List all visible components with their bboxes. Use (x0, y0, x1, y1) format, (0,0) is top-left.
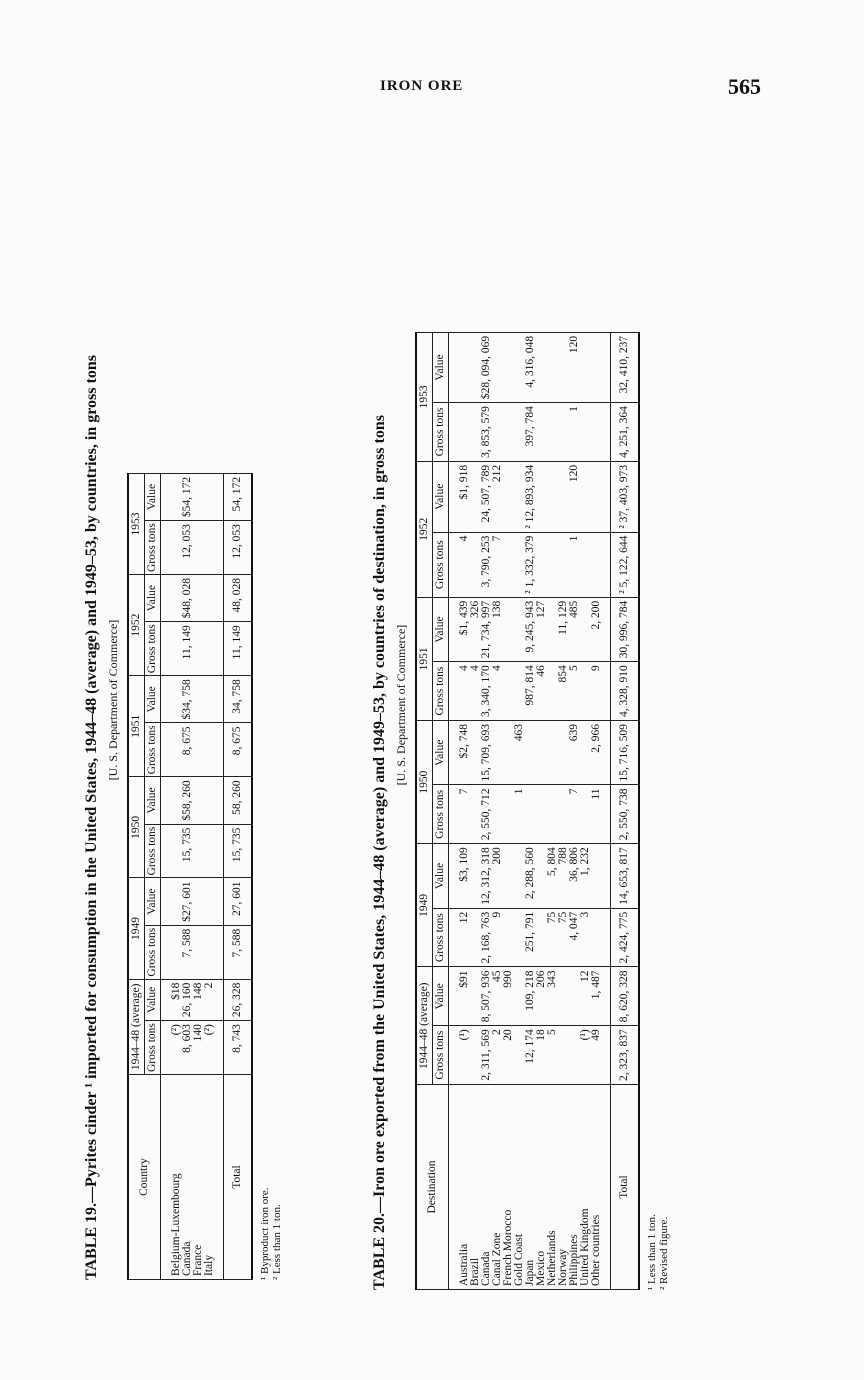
table-cell: 5 (569, 662, 580, 721)
table-cell (503, 403, 514, 462)
total-row (611, 332, 640, 1289)
table-cell (161, 723, 183, 777)
value-header: Value (433, 332, 449, 402)
table-cell: 4, 316, 048 (525, 332, 536, 402)
table-cell (558, 532, 569, 597)
table-cell: 463 (514, 721, 525, 786)
value-header: Value (433, 597, 449, 662)
table-cell: $58, 260 (182, 777, 193, 824)
table-cell: ² 12, 893, 934 (525, 461, 536, 532)
table-cell (193, 676, 204, 723)
page-number: 565 (728, 74, 761, 99)
row-label: Netherlands (547, 1085, 558, 1290)
total-cell: 2, 323, 837 (611, 1026, 640, 1085)
table-cell (204, 777, 224, 824)
table-cell: (¹) (580, 1026, 591, 1085)
table-row (193, 473, 204, 1279)
table-cell: 397, 784 (525, 403, 536, 462)
table-cell: 20 (503, 1026, 514, 1085)
year-header: 1953 (416, 332, 433, 461)
year-header: 1952 (416, 461, 433, 597)
total-cell: 8, 743 (224, 1021, 253, 1075)
table-20-footnotes (646, 120, 670, 1290)
table-cell: 200 (492, 844, 503, 909)
row-label: Canal Zone (492, 1085, 503, 1290)
table-row (536, 332, 547, 1289)
total-cell: 8, 620, 328 (611, 967, 640, 1026)
year-header: 1950 (416, 721, 433, 844)
table-cell (547, 403, 558, 462)
row-label: Belgium-Luxembourg (161, 1075, 183, 1280)
table-19-source: [U. S. Department of Commerce] (106, 619, 120, 781)
table-cell: 251, 791 (525, 908, 536, 967)
total-cell: 4, 251, 364 (611, 403, 640, 462)
table-cell: 12 (449, 908, 471, 967)
table-row (182, 473, 193, 1279)
year-header: 1953 (128, 473, 145, 574)
table-cell: (²) (204, 1021, 224, 1075)
table-cell: 987, 814 (525, 662, 536, 721)
table-cell: 75 (547, 908, 558, 967)
table-cell: $54, 172 (182, 473, 193, 520)
total-row (224, 473, 253, 1279)
table-cell: $27, 601 (182, 878, 193, 925)
table-cell: $3, 109 (449, 844, 471, 909)
table-cell: ² 1, 332, 379 (525, 532, 536, 597)
table-cell: 120 (569, 461, 580, 532)
table-cell: $91 (449, 967, 471, 1026)
total-cell: 34, 758 (224, 676, 253, 723)
table-cell (161, 878, 183, 925)
year-header: 1952 (128, 575, 145, 676)
table-cell (536, 721, 547, 786)
table-19-footnotes (259, 120, 283, 1280)
table-cell (204, 676, 224, 723)
table-cell: 24, 507, 789 (481, 461, 492, 532)
table-cell: 4 (492, 662, 503, 721)
value-header: Value (433, 461, 449, 532)
table-cell: 11, 149 (182, 622, 193, 676)
table-cell (580, 532, 591, 597)
table-cell (580, 403, 591, 462)
total-cell: 26, 328 (224, 979, 253, 1021)
table-cell (204, 521, 224, 575)
value-header: Value (433, 844, 449, 909)
table-cell: 1, 487 (591, 967, 611, 1026)
table-cell: 7 (492, 532, 503, 597)
table-cell (503, 908, 514, 967)
table-cell (193, 878, 204, 925)
table-cell (536, 461, 547, 532)
table-cell (547, 461, 558, 532)
table-cell (591, 461, 611, 532)
total-cell: 4, 328, 910 (611, 662, 640, 721)
table-cell: 15, 709, 693 (481, 721, 492, 786)
table-cell: 2, 550, 712 (481, 785, 492, 844)
total-cell: 27, 601 (224, 878, 253, 925)
table-cell: 2, 168, 763 (481, 908, 492, 967)
table-cell (558, 1026, 569, 1085)
table-cell: 9, 245, 943 (525, 597, 536, 662)
table-cell (503, 461, 514, 532)
table-cell (503, 844, 514, 909)
table-cell (536, 785, 547, 844)
table-cell: $2, 748 (449, 721, 471, 786)
table-cell: 49 (591, 1026, 611, 1085)
table-cell: 854 (558, 662, 569, 721)
table-20-footnote-2: ² Revised figure. (658, 1216, 670, 1290)
table-cell: (¹) (449, 1026, 471, 1085)
table-cell: 1, 232 (580, 844, 591, 909)
table-cell (525, 785, 536, 844)
table-cell (161, 925, 183, 979)
table-cell: 639 (569, 721, 580, 786)
table-cell: 75 (558, 908, 569, 967)
table-19-caption: TABLE 19.—Pyrites cinder ¹ imported for consumption in the United States, 1944–48 (average) and 1949–53, by countries, in gross tons (83, 355, 100, 1280)
table-cell (547, 532, 558, 597)
table-cell (204, 925, 224, 979)
value-header: Value (433, 967, 449, 1026)
total-cell: 11, 149 (224, 622, 253, 676)
table-cell: 15, 735 (182, 824, 193, 878)
table-20-source: [U. S. Department of Commerce] (394, 624, 408, 786)
table-cell: 138 (492, 597, 503, 662)
gross-tons-header: Gross tons (433, 908, 449, 967)
table-cell: 36, 806 (569, 844, 580, 909)
row-label: Other countries (591, 1085, 611, 1290)
total-label: Total (224, 1075, 253, 1280)
table-row (547, 332, 558, 1289)
table-cell: 3, 340, 170 (481, 662, 492, 721)
table-cell (193, 723, 204, 777)
table-cell (449, 403, 471, 462)
table-cell (161, 521, 183, 575)
table-cell: 7 (449, 785, 471, 844)
table-20-caption: TABLE 20.—Iron ore exported from the United States, 1944–48 (average) and 1949–53, by countries of destination, in gross tons (371, 415, 388, 1290)
table-cell (580, 332, 591, 402)
total-cell: 8, 675 (224, 723, 253, 777)
table-cell (547, 785, 558, 844)
table-cell: 2 (492, 1026, 503, 1085)
table-cell: 8, 603 (182, 1021, 193, 1075)
table-cell: 7 (569, 785, 580, 844)
total-cell: 15, 735 (224, 824, 253, 878)
table-cell: 11, 129 (558, 597, 569, 662)
table-cell (525, 721, 536, 786)
table-cell (591, 332, 611, 402)
table-20-block (370, 120, 670, 1290)
table-cell: $18 (161, 979, 183, 1021)
gross-tons-header: Gross tons (145, 925, 161, 979)
table-cell: 26, 160 (182, 979, 193, 1021)
table-19-block (82, 120, 283, 1280)
table-cell (503, 532, 514, 597)
value-header: Value (145, 777, 161, 824)
table-cell: 21, 734, 997 (481, 597, 492, 662)
table-cell: 45 (492, 967, 503, 1026)
table-cell: $1, 918 (449, 461, 471, 532)
table-row (503, 332, 514, 1289)
total-cell: 12, 053 (224, 521, 253, 575)
table-cell (204, 878, 224, 925)
table-20-footnote-1: ¹ Less than 1 ton. (646, 1214, 658, 1290)
table-cell: 5 (547, 1026, 558, 1085)
table-row (591, 332, 611, 1289)
value-header: Value (433, 721, 449, 786)
row-label: Japan (525, 1085, 536, 1290)
table-cell (161, 575, 183, 622)
total-cell: 32, 410, 237 (611, 332, 640, 402)
table-cell (161, 622, 183, 676)
gross-tons-header: Gross tons (433, 662, 449, 721)
table-cell (193, 521, 204, 575)
table-cell: 12, 174 (525, 1026, 536, 1085)
table-19-footnote-1: ¹ Byproduct iron ore. (259, 1187, 271, 1280)
table-cell (161, 676, 183, 723)
table-cell (161, 777, 183, 824)
table-row (492, 332, 503, 1289)
table-cell: 46 (536, 662, 547, 721)
table-cell: 9 (492, 908, 503, 967)
table-cell (503, 662, 514, 721)
total-cell: 48, 028 (224, 575, 253, 622)
year-header: 1950 (128, 777, 145, 878)
table-cell (536, 532, 547, 597)
gross-tons-header: Gross tons (433, 1026, 449, 1085)
table-cell: 8, 675 (182, 723, 193, 777)
table-cell: 2, 966 (591, 721, 611, 786)
year-header: 1951 (416, 597, 433, 720)
table-cell: 3, 853, 579 (481, 403, 492, 462)
table-cell (492, 721, 503, 786)
table-20 (415, 332, 640, 1290)
table-cell (161, 473, 183, 520)
table-cell (204, 473, 224, 520)
gross-tons-header: Gross tons (145, 1021, 161, 1075)
year-header: 1944–48 (average) (416, 967, 433, 1085)
row-label: Canada (182, 1075, 193, 1280)
gross-tons-header: Gross tons (145, 723, 161, 777)
table-cell (580, 461, 591, 532)
total-cell: 15, 716, 509 (611, 721, 640, 786)
table-cell (204, 723, 224, 777)
table-cell: 1 (569, 532, 580, 597)
stub-header: Country (128, 1075, 161, 1280)
gross-tons-header: Gross tons (145, 622, 161, 676)
total-cell: 30, 996, 784 (611, 597, 640, 662)
value-header: Value (145, 473, 161, 520)
table-cell: 990 (503, 967, 514, 1026)
table-cell (204, 824, 224, 878)
table-19 (127, 473, 253, 1280)
table-cell (161, 824, 183, 878)
table-cell: 4 (449, 662, 471, 721)
gross-tons-header: Gross tons (433, 403, 449, 462)
table-row (525, 332, 536, 1289)
table-cell: 11 (591, 785, 611, 844)
row-label: Mexico (536, 1085, 547, 1290)
gross-tons-header: Gross tons (145, 824, 161, 878)
table-cell: $48, 028 (182, 575, 193, 622)
table-cell: 12, 312, 318 (481, 844, 492, 909)
table-cell: $28, 094, 069 (481, 332, 492, 402)
table-cell: $34, 758 (182, 676, 193, 723)
row-label: Norway (558, 1085, 569, 1290)
table-19-footnote-2: ² Less than 1 ton. (271, 1204, 283, 1280)
row-label: Brazil (470, 1085, 481, 1290)
table-cell (193, 824, 204, 878)
total-cell: 7, 588 (224, 925, 253, 979)
value-header: Value (145, 878, 161, 925)
table-row (449, 332, 471, 1289)
table-cell: 1 (569, 403, 580, 462)
year-header: 1949 (416, 844, 433, 967)
table-cell: 2, 288, 560 (525, 844, 536, 909)
row-label: United Kingdom (580, 1085, 591, 1290)
gross-tons-header: Gross tons (433, 532, 449, 597)
value-header: Value (145, 575, 161, 622)
table-cell (547, 721, 558, 786)
table-cell: 788 (558, 844, 569, 909)
row-label: Canada (481, 1085, 492, 1290)
table-cell: 109, 218 (525, 967, 536, 1026)
total-cell: ² 5, 122, 644 (611, 532, 640, 597)
value-header: Value (145, 979, 161, 1021)
gross-tons-header: Gross tons (145, 521, 161, 575)
table-cell (204, 575, 224, 622)
table-cell: 9 (591, 662, 611, 721)
table-cell (547, 332, 558, 402)
table-cell (193, 622, 204, 676)
table-cell: (²) (161, 1021, 183, 1075)
table-cell (591, 532, 611, 597)
table-cell: 326 (470, 597, 481, 662)
table-cell: 4 (470, 662, 481, 721)
total-cell: 2, 424, 775 (611, 908, 640, 967)
table-cell: 485 (569, 597, 580, 662)
table-cell: $1, 439 (449, 597, 471, 662)
table-cell: 3 (580, 908, 591, 967)
table-cell: 343 (547, 967, 558, 1026)
running-title: IRON ORE (380, 78, 464, 94)
table-cell (204, 622, 224, 676)
year-header: 1949 (128, 878, 145, 979)
table-cell: 3, 790, 253 (481, 532, 492, 597)
row-label: Gold Coast (514, 1085, 525, 1290)
row-label: Australia (449, 1085, 471, 1290)
table-cell (193, 925, 204, 979)
table-cell: 8, 507, 936 (481, 967, 492, 1026)
row-label: France (193, 1075, 204, 1280)
table-cell: 206 (536, 967, 547, 1026)
table-row (569, 332, 580, 1289)
table-cell (193, 473, 204, 520)
table-cell: 120 (569, 332, 580, 402)
total-cell: 2, 550, 738 (611, 785, 640, 844)
table-cell (558, 967, 569, 1026)
table-cell: 7, 588 (182, 925, 193, 979)
table-cell (536, 332, 547, 402)
table-cell (503, 332, 514, 402)
table-cell: 2 (204, 979, 224, 1021)
table-cell (536, 403, 547, 462)
table-cell: 1 (514, 785, 525, 844)
table-row (161, 473, 183, 1279)
table-cell: 148 (193, 979, 204, 1021)
table-cell (591, 403, 611, 462)
table-cell: 4, 047 (569, 908, 580, 967)
table-cell: 127 (536, 597, 547, 662)
table-cell (503, 597, 514, 662)
table-cell: 18 (536, 1026, 547, 1085)
table-cell: 12 (580, 967, 591, 1026)
table-cell: 2, 311, 569 (481, 1026, 492, 1085)
value-header: Value (145, 676, 161, 723)
table-cell (492, 403, 503, 462)
row-label: Philippines (569, 1085, 580, 1290)
table-cell: 2, 200 (591, 597, 611, 662)
total-cell: 58, 260 (224, 777, 253, 824)
table-row (204, 473, 224, 1279)
total-label: Total (611, 1085, 640, 1290)
table-cell: 212 (492, 461, 503, 532)
year-header: 1951 (128, 676, 145, 777)
total-cell: 14, 653, 817 (611, 844, 640, 909)
total-cell: ² 37, 403, 973 (611, 461, 640, 532)
table-cell (492, 785, 503, 844)
row-label: French Morocco (503, 1085, 514, 1290)
stub-header: Destination (416, 1085, 449, 1290)
table-cell (449, 332, 471, 402)
table-cell (492, 332, 503, 402)
gross-tons-header: Gross tons (433, 785, 449, 844)
total-cell: 54, 172 (224, 473, 253, 520)
table-cell (193, 777, 204, 824)
table-cell (591, 908, 611, 967)
table-row (580, 332, 591, 1289)
table-cell (591, 844, 611, 909)
table-cell: 4 (449, 532, 471, 597)
table-cell (193, 575, 204, 622)
year-header: 1944–48 (average) (128, 979, 145, 1074)
row-label: Italy (204, 1075, 224, 1280)
table-cell: 140 (193, 1021, 204, 1075)
table-cell: 5, 804 (547, 844, 558, 909)
table-cell: 12, 053 (182, 521, 193, 575)
